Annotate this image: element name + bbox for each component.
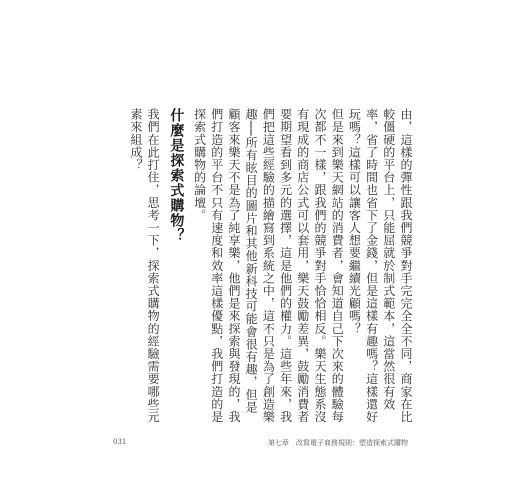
body-paragraph-2: 但是來到樂天網站的消費者，會知道自己下次來的體驗每次都不一樣，跟我們的競爭對手恰恰相反。樂天生態系沒有現成的商店公式可以套用，樂天鼓勵差異，鼓勵消費者要期望看到多元的選擇，這是他們的權力。這些年來，我們把這些經驗的描繪寫到系統之中，這不只是為了創造樂趣──所有眩目的圖片和其他新科技可能會很有趣，但是顧客來樂天不是為了純享樂，他們是來探索與發現的，我們打造的平台不只有速度和效率這樣優點，我們打造的是探索式購物的論壇。 <box>192 108 345 423</box>
section-heading: 什麼是探索式購物？ <box>168 108 185 243</box>
page-number: 031 <box>113 438 127 446</box>
body-paragraph-1: 由，這樣的彈性跟我們競爭對手完完全全不同，商家在比較僵硬的平台上，只能屈就於制式範本，這當然很有效率，省了時間也省下了金錢，但是這樣有趣嗎？這樣還好玩嗎？這樣可以讓客人想要繼續光顧嗎？ <box>347 108 413 423</box>
vertical-text-block <box>112 108 414 426</box>
body-paragraph-3: 我們在此打住，思考一下，探索式購物的經驗需要哪些元素來組成？ <box>128 108 161 423</box>
running-header: 第七章 改寫電子商務規則：塑造探索式購物 <box>268 439 408 447</box>
